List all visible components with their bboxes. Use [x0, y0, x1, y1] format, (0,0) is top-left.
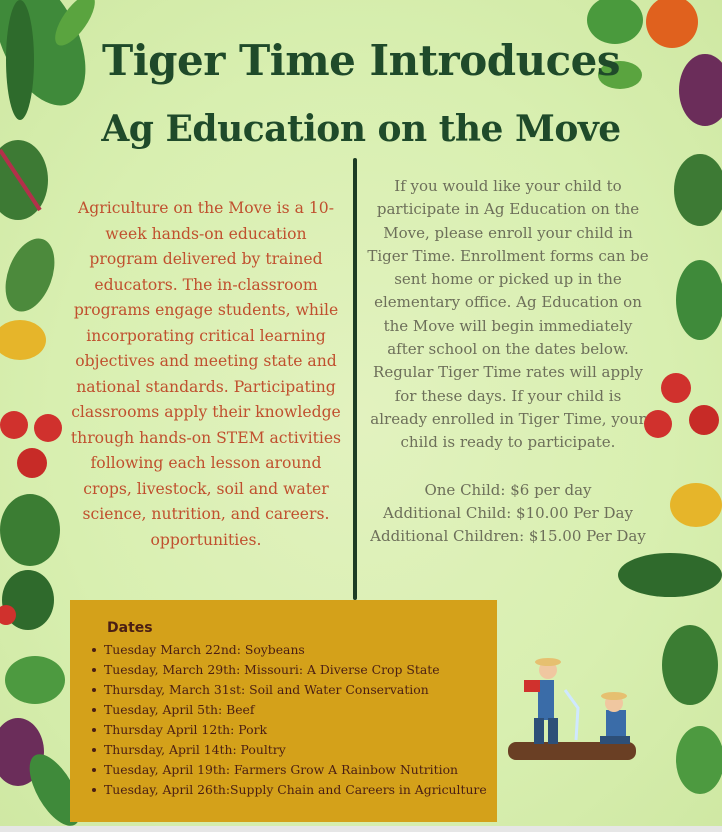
chard-leaf-icon	[674, 154, 722, 226]
date-item: Tuesday, April 26th:Supply Chain and Careers in Agriculture	[92, 780, 487, 800]
tomato-icon	[661, 373, 691, 403]
tomato-icon	[34, 414, 62, 442]
tomato-icon	[689, 405, 719, 435]
price-additional-children: Additional Children: $15.00 Per Day	[370, 527, 646, 546]
dates-panel	[70, 600, 497, 822]
date-item: Tuesday March 22nd: Soybeans	[92, 640, 487, 660]
window-bottom-bar	[0, 826, 722, 832]
tomato-icon	[0, 411, 28, 439]
date-item: Thursday April 12th: Pork	[92, 720, 487, 740]
tomato-icon	[17, 448, 47, 478]
zucchini-icon	[618, 553, 722, 597]
date-item: Tuesday, April 5th: Beef	[92, 700, 487, 720]
price-list	[366, 479, 650, 549]
date-item: Tuesday, March 29th: Missouri: A Diverse Crop State	[92, 660, 487, 680]
enrollment-info	[366, 175, 650, 548]
program-description: Agriculture on the Move is a 10-week hands-on education program delivered by trained educators. The in-classroom programs engage students, while incorporating critical learning objectives and meeting state and national standards. Participating classrooms apply their knowledge through hands-on STEM activities following each lesson around crops, livestock, soil and water science, nutrition, and careers. opportunities.	[70, 199, 342, 549]
date-item: Tuesday, April 19th: Farmers Grow A Rainbow Nutrition	[92, 760, 487, 780]
price-additional-child: Additional Child: $10.00 Per Day	[383, 503, 633, 522]
date-item: Thursday, April 14th: Poultry	[92, 740, 487, 760]
broccoli-icon	[676, 260, 722, 340]
yellow-pepper-icon	[670, 483, 722, 527]
price-one-child: One Child: $6 per day	[424, 480, 592, 499]
enrollment-paragraph: If you would like your child to participate in Ag Education on the Move, please enroll your child in Tiger Time. Enrollment forms can be sent home or picked up in the elementary office. Ag Education on the Move will begin immediately after school on the dates below. Regular Tiger Time rates will apply for these days. If your child is already enrolled in Tiger Time, your child is ready to participate.	[367, 177, 649, 452]
page-subtitle: Ag Education on the Move	[101, 108, 621, 150]
column-divider	[353, 158, 357, 600]
leaf-icon	[5, 656, 65, 704]
dates-list	[92, 640, 487, 800]
date-item: Thursday, March 31st: Soil and Water Conservation	[92, 680, 487, 700]
chard-leaf-icon	[662, 625, 718, 705]
zucchini-icon	[0, 232, 64, 318]
farmers-gardening-illustration	[508, 658, 636, 760]
kale-leaf-icon	[0, 494, 60, 566]
dates-heading: Dates	[107, 620, 153, 636]
leaf-icon	[676, 726, 722, 794]
page-title: Tiger Time Introduces	[101, 36, 621, 85]
yellow-pepper-icon	[0, 320, 46, 360]
